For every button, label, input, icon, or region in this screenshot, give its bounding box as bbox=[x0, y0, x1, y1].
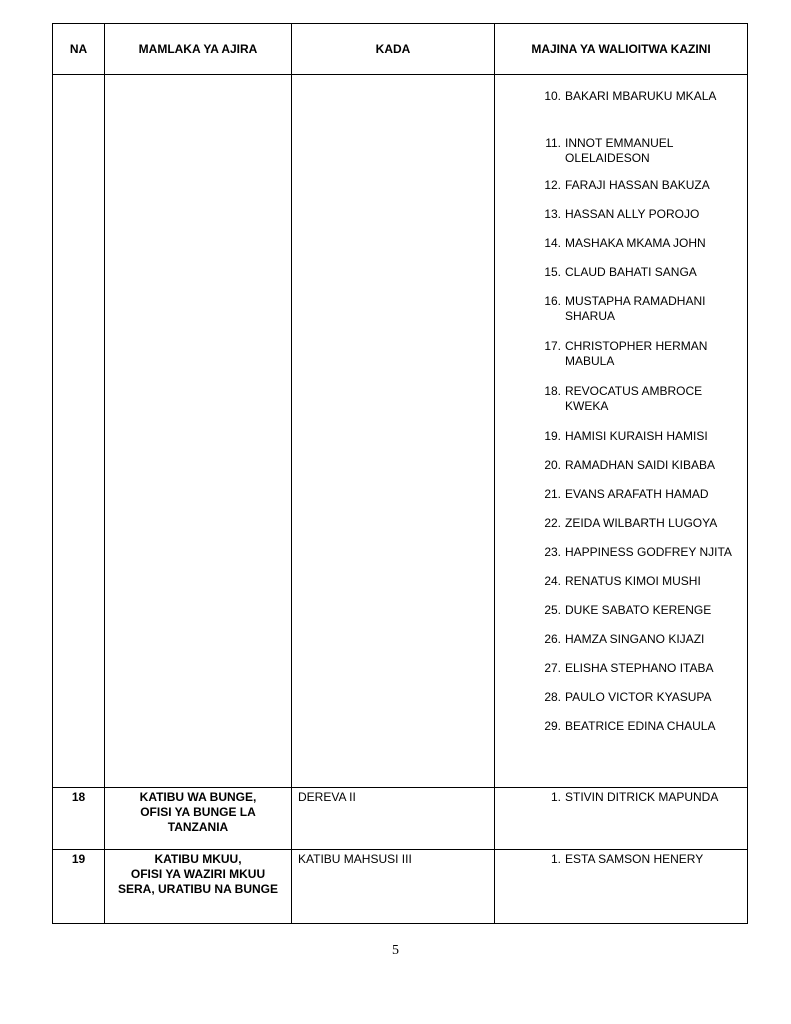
list-item bbox=[495, 632, 747, 647]
kada-cell: DEREVA II bbox=[292, 788, 495, 850]
list-item bbox=[495, 516, 747, 531]
item-number: 17. bbox=[544, 339, 561, 353]
appointments-table bbox=[52, 23, 748, 924]
header-mamlaka: MAMLAKA YA AJIRA bbox=[105, 24, 292, 75]
list-item bbox=[495, 545, 747, 560]
mamlaka-cell bbox=[105, 850, 292, 924]
item-name: HAMISI KURAISH HAMISI bbox=[565, 429, 708, 443]
item-name: BEATRICE EDINA CHAULA bbox=[565, 719, 716, 733]
item-name: EVANS ARAFATH HAMAD bbox=[565, 487, 709, 501]
list-item bbox=[495, 178, 747, 193]
item-name: MUSTAPHA RAMADHANI SHARUA bbox=[565, 294, 706, 323]
continuation-mamlaka-cell bbox=[105, 75, 292, 788]
list-item bbox=[495, 207, 747, 222]
list-item bbox=[495, 384, 747, 414]
item-name: RENATUS KIMOI MUSHI bbox=[565, 574, 701, 588]
list-item bbox=[495, 852, 747, 867]
continuation-na-cell bbox=[53, 75, 105, 788]
continuation-kada-cell bbox=[292, 75, 495, 788]
row-number: 18 bbox=[53, 788, 105, 850]
item-number: 10. bbox=[544, 89, 561, 103]
item-number: 15. bbox=[544, 265, 561, 279]
continuation-row bbox=[53, 75, 748, 788]
row-number: 19 bbox=[53, 850, 105, 924]
item-number: 26. bbox=[544, 632, 561, 646]
mamlaka-line: KATIBU WA BUNGE, bbox=[139, 790, 257, 804]
item-name: BAKARI MBARUKU MKALA bbox=[565, 89, 717, 103]
list-item bbox=[495, 294, 747, 324]
item-name: CLAUD BAHATI SANGA bbox=[565, 265, 697, 279]
item-name: CHRISTOPHER HERMAN MABULA bbox=[565, 339, 708, 368]
list-item bbox=[495, 339, 747, 369]
item-number: 14. bbox=[544, 236, 561, 250]
item-number: 1. bbox=[550, 852, 561, 866]
header-row bbox=[53, 24, 748, 75]
mamlaka-line: OFISI YA BUNGE LA bbox=[140, 805, 256, 819]
item-number: 12. bbox=[544, 178, 561, 192]
header-kada: KADA bbox=[292, 24, 495, 75]
item-name: RAMADHAN SAIDI KIBABA bbox=[565, 458, 716, 472]
table-row-19 bbox=[53, 850, 748, 924]
item-number: 27. bbox=[544, 661, 561, 675]
item-number: 24. bbox=[544, 574, 561, 588]
mamlaka-line: TANZANIA bbox=[167, 820, 229, 834]
item-name: HAPPINESS GODFREY NJITA bbox=[565, 545, 732, 559]
item-number: 23. bbox=[544, 545, 561, 559]
list-item bbox=[495, 661, 747, 676]
item-name: HASSAN ALLY POROJO bbox=[565, 207, 700, 221]
names-list bbox=[495, 89, 747, 734]
item-number: 1. bbox=[550, 790, 561, 804]
header-na: NA bbox=[53, 24, 105, 75]
item-number: 19. bbox=[544, 429, 561, 443]
names-cell bbox=[495, 850, 748, 924]
kada-cell: KATIBU MAHSUSI III bbox=[292, 850, 495, 924]
list-item bbox=[495, 690, 747, 705]
item-name: PAULO VICTOR KYASUPA bbox=[565, 690, 712, 704]
item-name: ESTA SAMSON HENERY bbox=[565, 852, 704, 866]
item-number: 29. bbox=[544, 719, 561, 733]
item-name: STIVIN DITRICK MAPUNDA bbox=[565, 790, 719, 804]
item-name: FARAJI HASSAN BAKUZA bbox=[565, 178, 710, 192]
list-item bbox=[495, 265, 747, 280]
item-name: ZEIDA WILBARTH LUGOYA bbox=[565, 516, 718, 530]
item-number: 16. bbox=[544, 294, 561, 308]
item-number: 22. bbox=[544, 516, 561, 530]
mamlaka-line: OFISI YA WAZIRI MKUU bbox=[130, 867, 266, 881]
item-number: 25. bbox=[544, 603, 561, 617]
item-number: 13. bbox=[544, 207, 561, 221]
list-item bbox=[495, 236, 747, 251]
item-name: ELISHA STEPHANO ITABA bbox=[565, 661, 714, 675]
list-item bbox=[495, 429, 747, 444]
names-list bbox=[495, 790, 747, 805]
header-majina: MAJINA YA WALIOITWA KAZINI bbox=[495, 24, 748, 75]
list-item bbox=[495, 487, 747, 502]
table-row-18 bbox=[53, 788, 748, 850]
names-list bbox=[495, 852, 747, 867]
mamlaka-line: SERA, URATIBU NA BUNGE bbox=[117, 882, 278, 896]
list-item bbox=[495, 574, 747, 589]
list-item bbox=[495, 136, 747, 166]
continuation-names-cell bbox=[495, 75, 748, 788]
names-cell bbox=[495, 788, 748, 850]
item-name: REVOCATUS AMBROCE KWEKA bbox=[565, 384, 703, 413]
item-number: 28. bbox=[544, 690, 561, 704]
list-item bbox=[495, 458, 747, 473]
list-item bbox=[495, 719, 747, 734]
item-number: 21. bbox=[544, 487, 561, 501]
list-item bbox=[495, 603, 747, 618]
item-name: HAMZA SINGANO KIJAZI bbox=[565, 632, 705, 646]
item-name: MASHAKA MKAMA JOHN bbox=[565, 236, 706, 250]
item-name: DUKE SABATO KERENGE bbox=[565, 603, 712, 617]
page-number: 5 bbox=[392, 943, 399, 958]
item-number: 11. bbox=[545, 136, 561, 150]
item-name: INNOT EMMANUEL OLELAIDESON bbox=[565, 136, 674, 165]
item-number: 18. bbox=[544, 384, 561, 398]
mamlaka-cell bbox=[105, 788, 292, 850]
list-item bbox=[495, 790, 747, 805]
item-number: 20. bbox=[544, 458, 561, 472]
mamlaka-line: KATIBU MKUU, bbox=[154, 852, 242, 866]
list-item bbox=[495, 89, 747, 104]
